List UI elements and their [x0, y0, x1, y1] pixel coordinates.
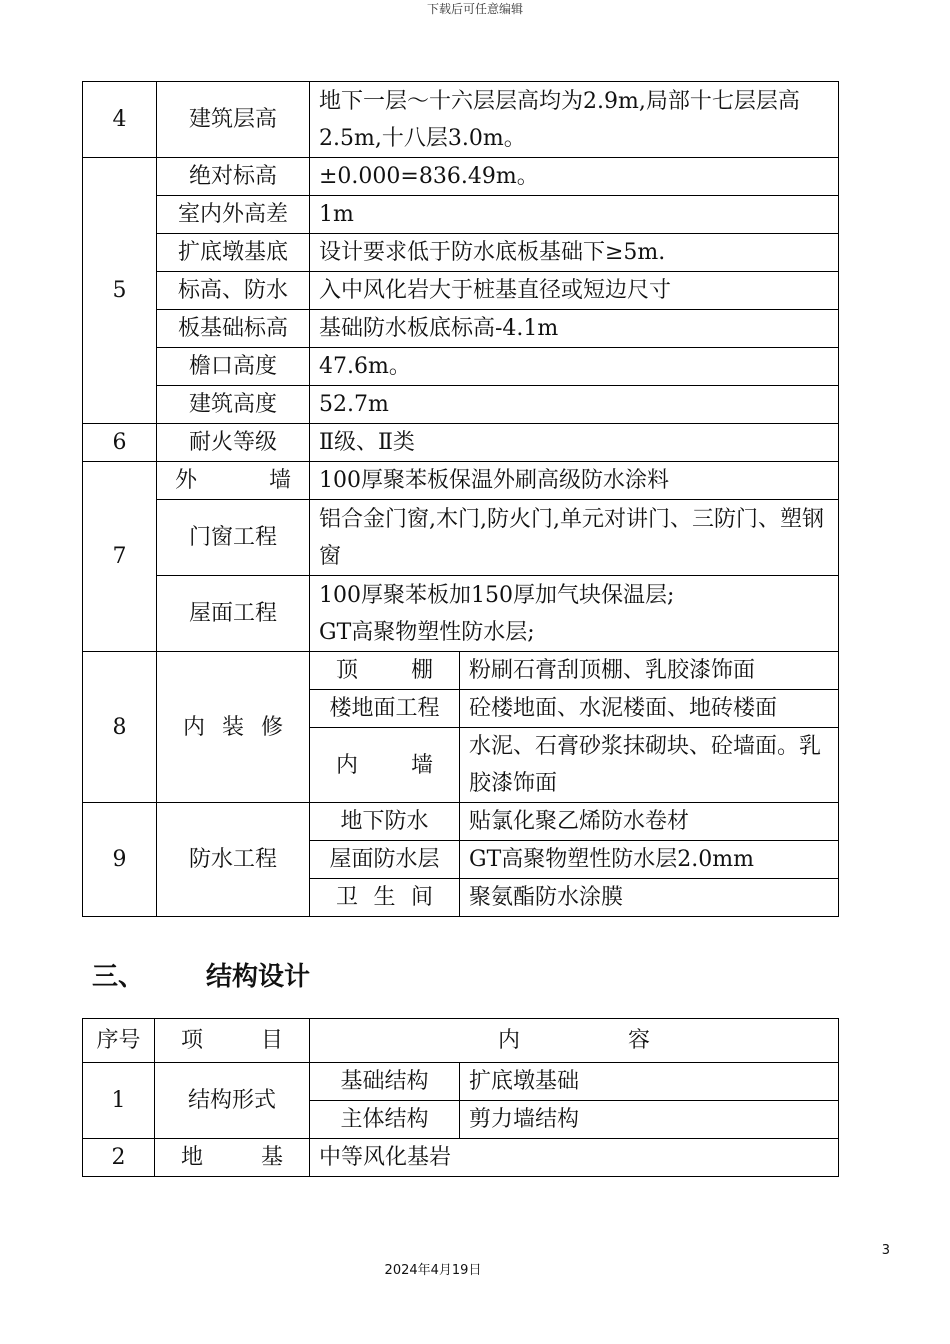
item-label: 内装修 [157, 652, 310, 803]
section-heading [92, 956, 311, 993]
item-label: 建筑高度 [157, 386, 310, 424]
item-content: 贴氯化聚乙烯防水卷材 [460, 803, 839, 841]
sub-item-label: 屋面防水层 [310, 841, 460, 879]
table-row [83, 462, 839, 500]
item-label: 地基 [155, 1139, 310, 1177]
item-label: 扩底墩基底 [157, 234, 310, 272]
item-label: 结构形式 [155, 1063, 310, 1139]
page-number: 3 [881, 1243, 890, 1258]
item-content: ±0.000=836.49m。 [310, 158, 839, 196]
table-row [83, 196, 839, 234]
table-row [83, 652, 839, 690]
row-number: 7 [83, 462, 157, 652]
item-label: 绝对标高 [157, 158, 310, 196]
item-content: 聚氨酯防水涂膜 [460, 879, 839, 917]
item-content: 剪力墙结构 [460, 1101, 839, 1139]
table-row [83, 272, 839, 310]
row-number: 4 [83, 82, 157, 158]
table-row [83, 158, 839, 196]
table-header-row [83, 1019, 839, 1063]
row-number: 1 [83, 1063, 155, 1139]
item-content: 基础防水板底标高-4.1m [310, 310, 839, 348]
item-label: 建筑层高 [157, 82, 310, 158]
item-content: 1m [310, 196, 839, 234]
structure-table [82, 1018, 839, 1177]
table-row [83, 500, 839, 576]
sub-item-label: 顶棚 [310, 652, 460, 690]
item-content [310, 576, 839, 652]
item-content: 水泥、石膏砂浆抹砌块、砼墙面。乳胶漆饰面 [460, 728, 839, 803]
row-number: 2 [83, 1139, 155, 1177]
item-label: 耐火等级 [157, 424, 310, 462]
item-content: 扩底墩基础 [460, 1063, 839, 1101]
row-number: 6 [83, 424, 157, 462]
item-content: 47.6m。 [310, 348, 839, 386]
item-label: 室内外高差 [157, 196, 310, 234]
item-label: 防水工程 [157, 803, 310, 917]
item-content: 52.7m [310, 386, 839, 424]
item-content: GT高聚物塑性防水层2.0mm [460, 841, 839, 879]
table-row [83, 424, 839, 462]
table-row [83, 348, 839, 386]
item-label: 外墙 [157, 462, 310, 500]
item-content: 砼楼地面、水泥楼面、地砖楼面 [460, 690, 839, 728]
table-row [83, 310, 839, 348]
row-number: 5 [83, 158, 157, 424]
item-content: 铝合金门窗,木门,防火门,单元对讲门、三防门、塑钢窗 [310, 500, 839, 576]
row-number: 9 [83, 803, 157, 917]
content-line: GT高聚物塑性防水层; [319, 619, 535, 645]
table-row [83, 386, 839, 424]
row-number: 8 [83, 652, 157, 803]
sub-item-label: 主体结构 [310, 1101, 460, 1139]
header-item: 项目 [155, 1019, 310, 1063]
item-label: 门窗工程 [157, 500, 310, 576]
table-row [83, 576, 839, 652]
item-content: 100厚聚苯板保温外刷高级防水涂料 [310, 462, 839, 500]
section-title: 结构设计 [206, 962, 311, 992]
header-note: 下载后可任意编辑 [426, 2, 523, 16]
item-label: 檐口高度 [157, 348, 310, 386]
item-label: 屋面工程 [157, 576, 310, 652]
sub-item-label: 内墙 [310, 728, 460, 803]
item-content: 入中风化岩大于桩基直径或短边尺寸 [310, 272, 839, 310]
sub-item-label: 基础结构 [310, 1063, 460, 1101]
item-content: 设计要求低于防水底板基础下≥5m. [310, 234, 839, 272]
header-number: 序号 [83, 1019, 155, 1063]
header-content [310, 1019, 839, 1063]
building-table [82, 81, 839, 917]
table-row [83, 1063, 839, 1101]
table-row [83, 234, 839, 272]
footer-date: 2024年4月19日 [384, 1263, 482, 1278]
item-content: 地下一层～十六层层高均为2.9m,局部十七层层高2.5m,十八层3.0m。 [310, 82, 839, 158]
item-label: 板基础标高 [157, 310, 310, 348]
item-content: 粉刷石膏刮顶棚、乳胶漆饰面 [460, 652, 839, 690]
table-row [83, 82, 839, 158]
sub-item-label: 卫生间 [310, 879, 460, 917]
table-row [83, 803, 839, 841]
item-content: 中等风化基岩 [310, 1139, 839, 1177]
table-row [83, 1139, 839, 1177]
item-content: Ⅱ级、Ⅱ类 [310, 424, 839, 462]
item-label: 标高、防水 [157, 272, 310, 310]
sub-item-label: 地下防水 [310, 803, 460, 841]
sub-item-label: 楼地面工程 [310, 690, 460, 728]
header-content-text: 内容 [498, 1028, 759, 1053]
section-number: 三、 [92, 962, 145, 992]
content-line: 100厚聚苯板加150厚加气块保温层; [319, 582, 675, 608]
